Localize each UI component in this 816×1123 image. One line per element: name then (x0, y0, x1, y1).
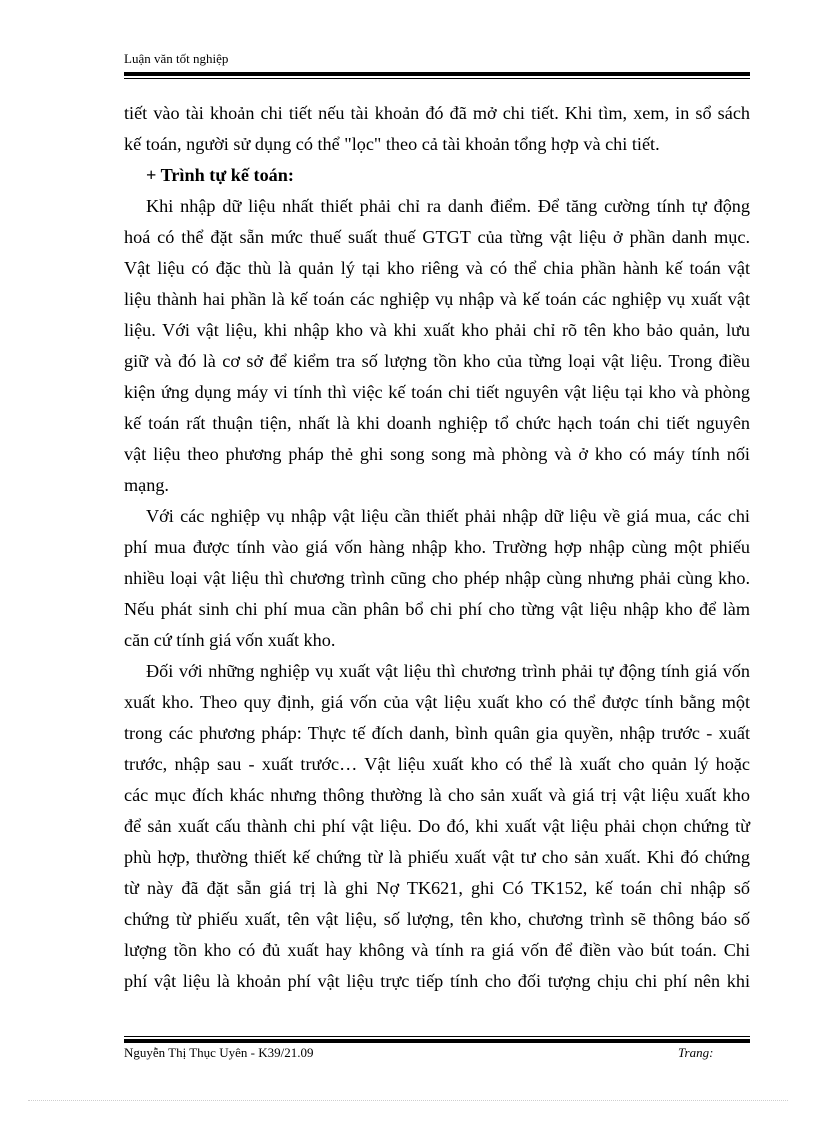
body-line: phí mua được tính vào giá vốn hàng nhập kho. Trường hợp nhập cùng một phiếu (124, 537, 750, 557)
header-rule-thick (124, 72, 750, 76)
footer-rule-thick (124, 1039, 750, 1043)
body-line: các mục đích khác nhưng thông thường là cho sản xuất và giá trị vật liệu xuất kho (124, 785, 750, 805)
body-line: Nếu phát sinh chi phí mua cần phân bổ chi phí cho từng vật liệu nhập kho để làm (124, 599, 750, 619)
body-line: Khi nhập dữ liệu nhất thiết phải chỉ ra danh điểm. Để tăng cường tính tự động (146, 196, 750, 216)
body-line: kế toán, người sử dụng có thể "lọc" theo cả tài khoản tổng hợp và chi tiết. (124, 134, 660, 154)
header-title: Luận văn tốt nghiệp (124, 51, 229, 66)
body-line: tiết vào tài khoản chi tiết nếu tài khoản đó đã mở chi tiết. Khi tìm, xem, in sổ sách (124, 103, 750, 123)
section-heading: + Trình tự kế toán: (146, 165, 294, 185)
body-line: giữ và đó là cơ sở để kiểm tra số lượng tồn kho của từng loại vật liệu. Trong điều (124, 351, 750, 371)
body-line: phí vật liệu là khoản phí vật liệu trực tiếp tính cho đối tượng chịu chi phí nên khi (124, 971, 750, 991)
body-line: trước, nhập sau - xuất trước… Vật liệu xuất kho có thể là xuất cho quản lý hoặc (124, 754, 750, 774)
body-line: từ này đã đặt sẵn giá trị là ghi Nợ TK621, ghi Có TK152, kế toán chỉ nhập số (124, 878, 750, 898)
bottom-dotted-border (28, 1100, 788, 1101)
body-line: mạng. (124, 475, 169, 495)
footer-rule-thin (124, 1036, 750, 1037)
document-body (124, 98, 750, 997)
body-line: phù hợp, thường thiết kế chứng từ là phiếu xuất vật tư cho sản xuất. Khi đó chứng (124, 847, 750, 867)
body-line: trong các phương pháp: Thực tế đích danh, bình quân gia quyền, nhập trước - xuất (124, 723, 750, 743)
header-rule-thin (124, 78, 750, 79)
body-line: căn cứ tính giá vốn xuất kho. (124, 630, 336, 650)
body-line: liệu. Với vật liệu, khi nhập kho và khi xuất kho phải chỉ rõ tên kho bảo quản, lưu (124, 320, 750, 340)
body-line: xuất kho. Theo quy định, giá vốn của vật liệu xuất kho có thể được tính bằng một (124, 692, 750, 712)
body-line: chứng từ phiếu xuất, tên vật liệu, số lượng, tên kho, chương trình sẽ thông báo số (124, 909, 750, 929)
footer-author: Nguyễn Thị Thục Uyên - K39/21.09 (124, 1045, 314, 1060)
body-line: liệu thành hai phần là kế toán các nghiệp vụ nhập và kế toán các nghiệp vụ xuất vật (124, 289, 750, 309)
body-line: Đối với những nghiệp vụ xuất vật liệu thì chương trình phải tự động tính giá vốn (146, 661, 750, 681)
body-line: Với các nghiệp vụ nhập vật liệu cần thiết phải nhập dữ liệu về giá mua, các chi (146, 506, 750, 526)
body-line: để sản xuất cấu thành chi phí vật liệu. Do đó, khi xuất vật liệu phải chọn chứng từ (124, 816, 750, 836)
body-line: kiện ứng dụng máy vi tính thì việc kế toán chi tiết nguyên vật liệu tại kho và phòng (124, 382, 750, 402)
body-line: kế toán rất thuận tiện, nhất là khi doanh nghiệp tổ chức hạch toán chi tiết nguyên (124, 413, 750, 433)
body-line: lượng tồn kho có đủ xuất hay không và tính ra giá vốn để điền vào bút toán. Chi (124, 940, 750, 960)
body-line: Vật liệu có đặc thù là quản lý tại kho riêng và có thể chia phần hành kế toán vật (124, 258, 750, 278)
body-line: nhiều loại vật liệu thì chương trình cũng cho phép nhập cùng nhưng phải cùng kho. (124, 568, 750, 588)
body-line: hoá có thể đặt sẵn mức thuế suất thuế GTGT của từng vật liệu ở phần danh mục. (124, 227, 750, 247)
body-line: vật liệu theo phương pháp thẻ ghi song song mà phòng và ở kho có máy tính nối (124, 444, 750, 464)
footer-page-label: Trang: (678, 1045, 714, 1060)
